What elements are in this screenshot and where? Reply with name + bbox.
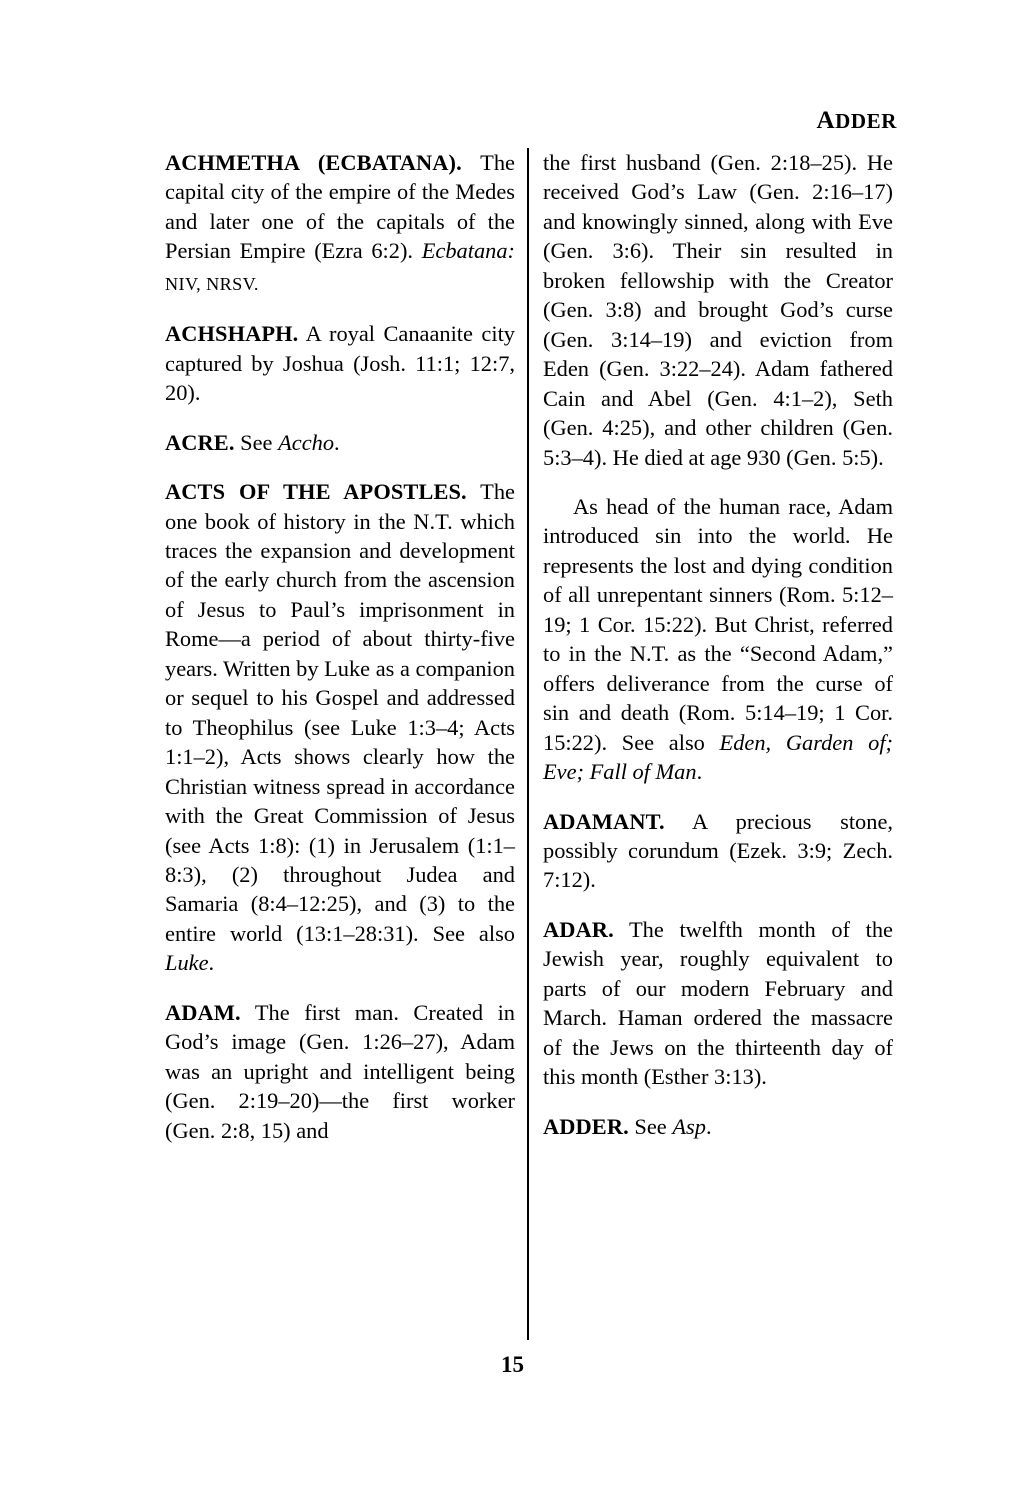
entry-adam — [165, 998, 515, 1145]
entry-adamant — [543, 807, 893, 895]
headword-acts-of-the-apostles: ACTS OF THE APOSTLES. — [165, 479, 467, 505]
entry-body-achshaph: A royal Canaanite city captured by Joshua (Josh. 11:1; 12:7, 20). — [165, 321, 515, 406]
two-column-body — [165, 148, 893, 1323]
cross-reference-luke: Luke — [165, 950, 209, 976]
cross-reference-asp: Asp — [672, 1113, 706, 1139]
version-abbreviations: NIV, NRSV. — [165, 273, 259, 294]
entry-adam-continued — [543, 148, 893, 472]
entry-body-acre-tail: . — [334, 429, 340, 455]
running-header — [816, 108, 897, 133]
entry-adder — [543, 1112, 893, 1141]
entry-body-adam: The first man. Created in God’s image (Gen. 1:26–27), Adam was an upright and intelligent being (Gen. 2:19–20)—the first worker (Gen. 2:8, 15) and — [165, 999, 515, 1143]
entry-body-adder-tail: . — [705, 1113, 712, 1139]
italic-term-ecbatana: Ecbatana: — [421, 238, 515, 264]
entry-body-adamant: A precious stone, possibly corundum (Ezek. 3:9; Zech. 7:12). — [543, 808, 893, 893]
entry-adar — [543, 915, 893, 1092]
cross-reference-accho: Accho — [278, 429, 335, 455]
headword-adamant: ADAMANT. — [543, 808, 665, 834]
entry-body-acts: The one book of history in the N.T. which traces the expansion and development of the early church from the ascension of Jesus to Paul’s imprisonment in Rome—a period of about thirty-five years. Written by Luke as a companion or sequel to his Gospel and addressed to Theophilus (see Luke 1:3–4; Acts 1:1–2), Acts shows clearly how the Christian witness spread in accordance with the Great Commission of Jesus (see Acts 1:8): (1) in Jerusalem (1:1–8:3), (2) throughout Judea and Samaria (8:4–12:25), and (3) to the entire world (13:1–28:31). See also — [165, 479, 515, 946]
headword-acre: ACRE. — [165, 429, 235, 455]
entry-body-achmetha: The capital city of the empire of the Medes and later one of the capitals of the Persian Empire (Ezra 6:2). — [165, 150, 515, 264]
entry-achmetha — [165, 148, 515, 299]
entry-acre — [165, 428, 515, 457]
adam-paragraph2-text: As head of the human race, Adam introduced sin into the world. He represents the lost and dying condition of all unrepentant sinners (Rom. 5:12–19; 1 Cor. 15:22). But Christ, referred to in the N.T. as the “Second Adam,” offers deliverance from the curse of sin and death (Rom. 5:14–19; 1 Cor. 15:22). See also — [543, 493, 893, 755]
left-column — [165, 148, 515, 1323]
entry-acts-of-the-apostles — [165, 477, 515, 978]
entry-body-adder: See — [628, 1113, 673, 1139]
page-number: 15 — [501, 1352, 524, 1377]
entry-adam-paragraph-2 — [543, 492, 893, 787]
headword-adder: ADDER. — [543, 1113, 629, 1139]
entry-body-acts-tail: . — [208, 950, 215, 976]
column-divider — [527, 148, 529, 1340]
adam-paragraph2-tail: . — [696, 759, 703, 785]
headword-achshaph: ACHSHAPH. — [165, 321, 299, 347]
running-header-initial: A — [816, 107, 836, 134]
headword-adam: ADAM. — [165, 999, 241, 1025]
running-header-rest: DDER — [835, 109, 897, 133]
entry-body-acre: See — [234, 429, 279, 455]
right-column — [543, 148, 893, 1323]
headword-adar: ADAR. — [543, 916, 614, 942]
entry-body-adam-paragraph2 — [543, 492, 893, 787]
entry-body-adar: The twelfth month of the Jewish year, roughly equivalent to parts of our modern February and March. Haman ordered the massacre of the Jews on the thirteenth day of this month (Esther 3:13). — [543, 916, 893, 1090]
cross-reference-eden-eve-fall: Eden, Garden of; Eve; Fall of Man — [543, 729, 893, 785]
entry-body-adam-continued: the first husband (Gen. 2:18–25). He received God’s Law (Gen. 2:16–17) and knowingly sinned, along with Eve (Gen. 3:6). Their sin resulted in broken fellowship with the Creator (Gen. 3:8) and brought God’s curse (Gen. 3:14–19) and eviction from Eden (Gen. 3:22–24). Adam fathered Cain and Abel (Gen. 4:1–2), Seth (Gen. 4:25), and other children (Gen. 5:3–4). He died at age 930 (Gen. 5:5). — [543, 150, 893, 470]
headword-achmetha: ACHMETHA (ECBATANA). — [165, 150, 462, 175]
entry-achshaph — [165, 319, 515, 407]
